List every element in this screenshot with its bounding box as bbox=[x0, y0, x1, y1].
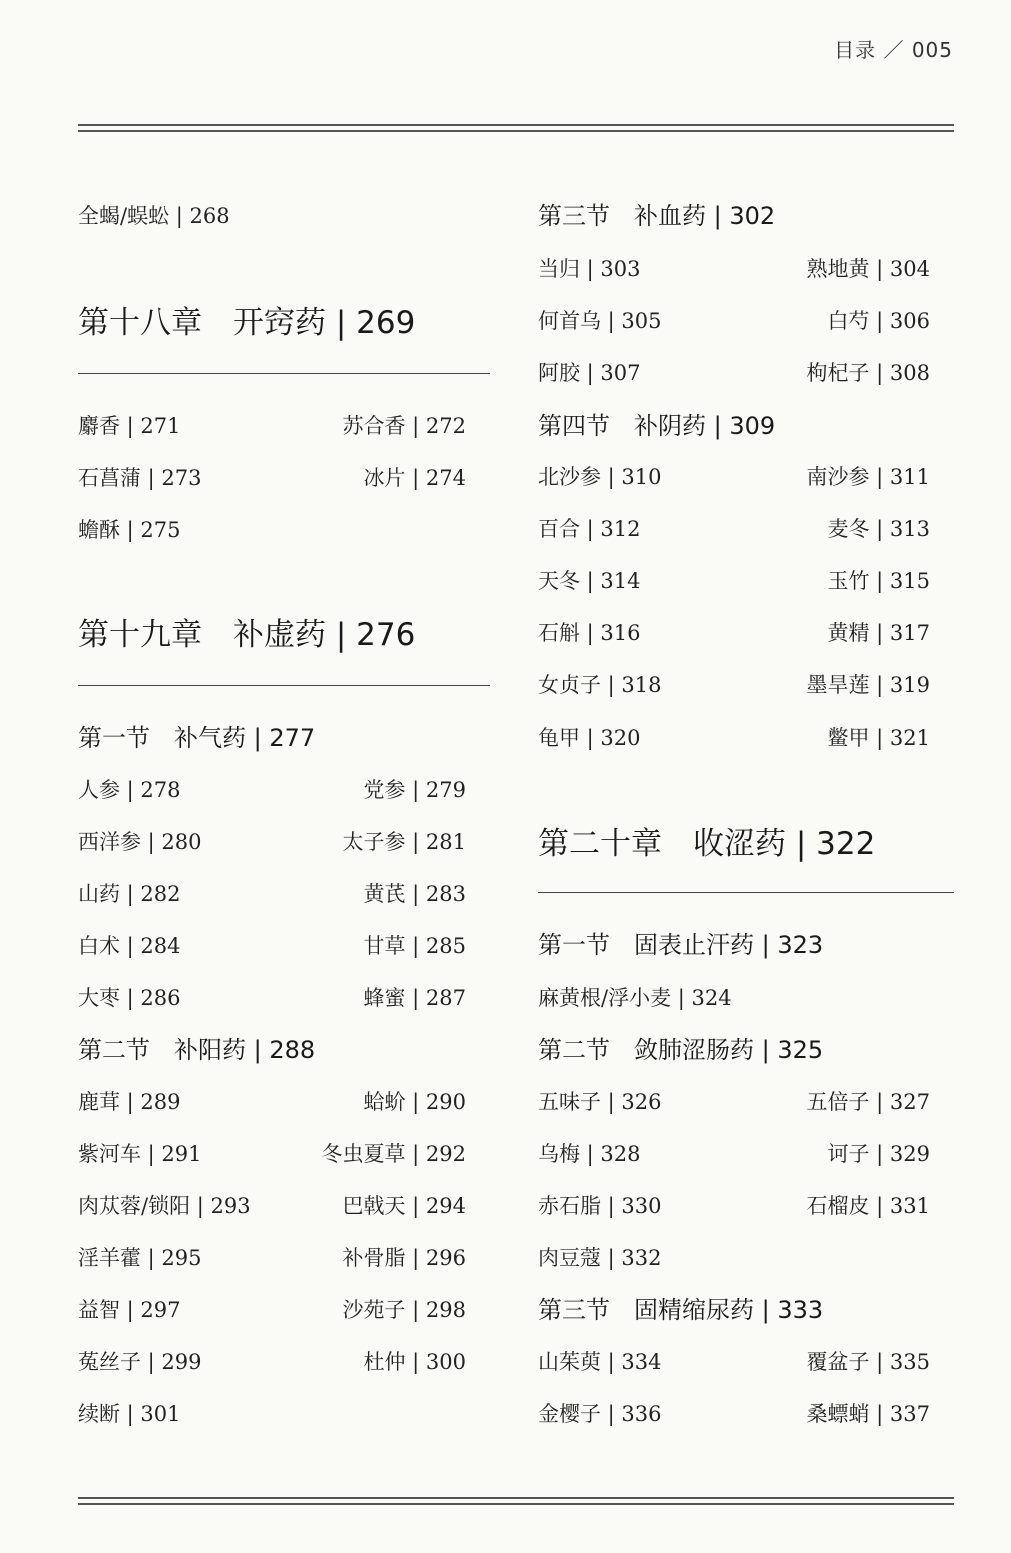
section-heading[interactable]: 第一节 固表止汗药 | 323 bbox=[538, 931, 824, 959]
toc-entry[interactable]: 益智 | 297 bbox=[78, 1298, 181, 1322]
toc-entry[interactable]: 石菖蒲 | 273 bbox=[78, 466, 202, 490]
toc-entry[interactable]: 党参 | 279 bbox=[363, 778, 466, 802]
chapter-heading[interactable]: 第二十章 收涩药 | 322 bbox=[538, 826, 876, 862]
toc-entry[interactable]: 续断 | 301 bbox=[78, 1402, 181, 1426]
toc-entry[interactable]: 金樱子 | 336 bbox=[538, 1402, 662, 1426]
toc-entry[interactable]: 白芍 | 306 bbox=[827, 309, 930, 333]
toc-entry[interactable]: 巴戟天 | 294 bbox=[342, 1194, 466, 1218]
toc-entry[interactable]: 冬虫夏草 | 292 bbox=[321, 1142, 466, 1166]
chapter-rule bbox=[538, 892, 954, 893]
toc-entry[interactable]: 玉竹 | 315 bbox=[827, 569, 930, 593]
toc-entry[interactable]: 冰片 | 274 bbox=[363, 466, 466, 490]
section-heading[interactable]: 第四节 补阴药 | 309 bbox=[538, 412, 776, 440]
toc-entry[interactable]: 北沙参 | 310 bbox=[538, 465, 662, 489]
section-heading[interactable]: 第三节 补血药 | 302 bbox=[538, 202, 776, 230]
toc-entry[interactable]: 麝香 | 271 bbox=[78, 414, 181, 438]
toc-entry[interactable]: 五倍子 | 327 bbox=[806, 1090, 930, 1114]
toc-entry[interactable]: 黄精 | 317 bbox=[827, 621, 930, 645]
toc-entry[interactable]: 五味子 | 326 bbox=[538, 1090, 662, 1114]
toc-entry[interactable]: 补骨脂 | 296 bbox=[342, 1246, 466, 1270]
section-heading[interactable]: 第二节 补阳药 | 288 bbox=[78, 1036, 316, 1064]
toc-entry[interactable]: 乌梅 | 328 bbox=[538, 1142, 641, 1166]
toc-entry[interactable]: 大枣 | 286 bbox=[78, 986, 181, 1010]
toc-entry[interactable]: 人参 | 278 bbox=[78, 778, 181, 802]
section-heading[interactable]: 第二节 敛肺涩肠药 | 325 bbox=[538, 1036, 824, 1064]
toc-entry[interactable]: 蜂蜜 | 287 bbox=[363, 986, 466, 1010]
toc-entry[interactable]: 肉苁蓉/锁阳 | 293 bbox=[78, 1194, 251, 1218]
toc-entry[interactable]: 杜仲 | 300 bbox=[363, 1350, 466, 1374]
toc-entry[interactable]: 熟地黄 | 304 bbox=[806, 257, 930, 281]
toc-entry[interactable]: 何首乌 | 305 bbox=[538, 309, 662, 333]
toc-entry[interactable]: 女贞子 | 318 bbox=[538, 673, 662, 697]
footer-rule bbox=[78, 1497, 954, 1505]
toc-entry[interactable]: 山药 | 282 bbox=[78, 882, 181, 906]
toc-entry[interactable]: 鹿茸 | 289 bbox=[78, 1090, 181, 1114]
toc-entry[interactable]: 沙苑子 | 298 bbox=[342, 1298, 466, 1322]
toc-entry[interactable]: 覆盆子 | 335 bbox=[806, 1350, 930, 1374]
toc-entry[interactable]: 西洋参 | 280 bbox=[78, 830, 202, 854]
toc-entry[interactable]: 肉豆蔻 | 332 bbox=[538, 1246, 662, 1270]
chapter-rule bbox=[78, 373, 490, 374]
toc-entry[interactable]: 蛤蚧 | 290 bbox=[363, 1090, 466, 1114]
toc-entry[interactable]: 龟甲 | 320 bbox=[538, 726, 641, 750]
toc-entry[interactable]: 当归 | 303 bbox=[538, 257, 641, 281]
chapter-heading[interactable]: 第十八章 开窍药 | 269 bbox=[78, 305, 416, 341]
toc-entry[interactable]: 淫羊藿 | 295 bbox=[78, 1246, 202, 1270]
toc-entry[interactable]: 鳖甲 | 321 bbox=[827, 726, 930, 750]
toc-entry[interactable]: 南沙参 | 311 bbox=[806, 465, 930, 489]
toc-entry[interactable]: 石榴皮 | 331 bbox=[806, 1194, 930, 1218]
toc-entry[interactable]: 菟丝子 | 299 bbox=[78, 1350, 202, 1374]
toc-entry[interactable]: 甘草 | 285 bbox=[363, 934, 466, 958]
toc-entry[interactable]: 枸杞子 | 308 bbox=[806, 361, 930, 385]
toc-entry[interactable]: 阿胶 | 307 bbox=[538, 361, 641, 385]
toc-entry[interactable]: 百合 | 312 bbox=[538, 517, 641, 541]
toc-entry[interactable]: 桑螵蛸 | 337 bbox=[806, 1402, 930, 1426]
section-heading[interactable]: 第一节 补气药 | 277 bbox=[78, 724, 316, 752]
toc-entry[interactable]: 石斛 | 316 bbox=[538, 621, 641, 645]
toc-entry[interactable]: 黄芪 | 283 bbox=[363, 882, 466, 906]
section-heading[interactable]: 第三节 固精缩尿药 | 333 bbox=[538, 1296, 824, 1324]
toc-entry[interactable]: 山茱萸 | 334 bbox=[538, 1350, 662, 1374]
toc-entry[interactable]: 麦冬 | 313 bbox=[827, 517, 930, 541]
toc-entry[interactable]: 紫河车 | 291 bbox=[78, 1142, 202, 1166]
toc-entry[interactable]: 墨旱莲 | 319 bbox=[806, 673, 930, 697]
toc-entry[interactable]: 天冬 | 314 bbox=[538, 569, 641, 593]
page-header: 目录 ／ 005 bbox=[834, 38, 953, 62]
toc-entry[interactable]: 蟾酥 | 275 bbox=[78, 518, 181, 542]
toc-entry[interactable]: 白术 | 284 bbox=[78, 934, 181, 958]
header-rule bbox=[78, 124, 954, 132]
chapter-heading[interactable]: 第十九章 补虚药 | 276 bbox=[78, 617, 416, 653]
toc-entry[interactable]: 太子参 | 281 bbox=[342, 830, 466, 854]
toc-entry[interactable]: 苏合香 | 272 bbox=[342, 414, 466, 438]
toc-entry[interactable]: 赤石脂 | 330 bbox=[538, 1194, 662, 1218]
toc-entry[interactable]: 诃子 | 329 bbox=[827, 1142, 930, 1166]
toc-entry[interactable]: 全蝎/蜈蚣 | 268 bbox=[78, 204, 230, 228]
chapter-rule bbox=[78, 685, 490, 686]
toc-entry[interactable]: 麻黄根/浮小麦 | 324 bbox=[538, 986, 732, 1010]
